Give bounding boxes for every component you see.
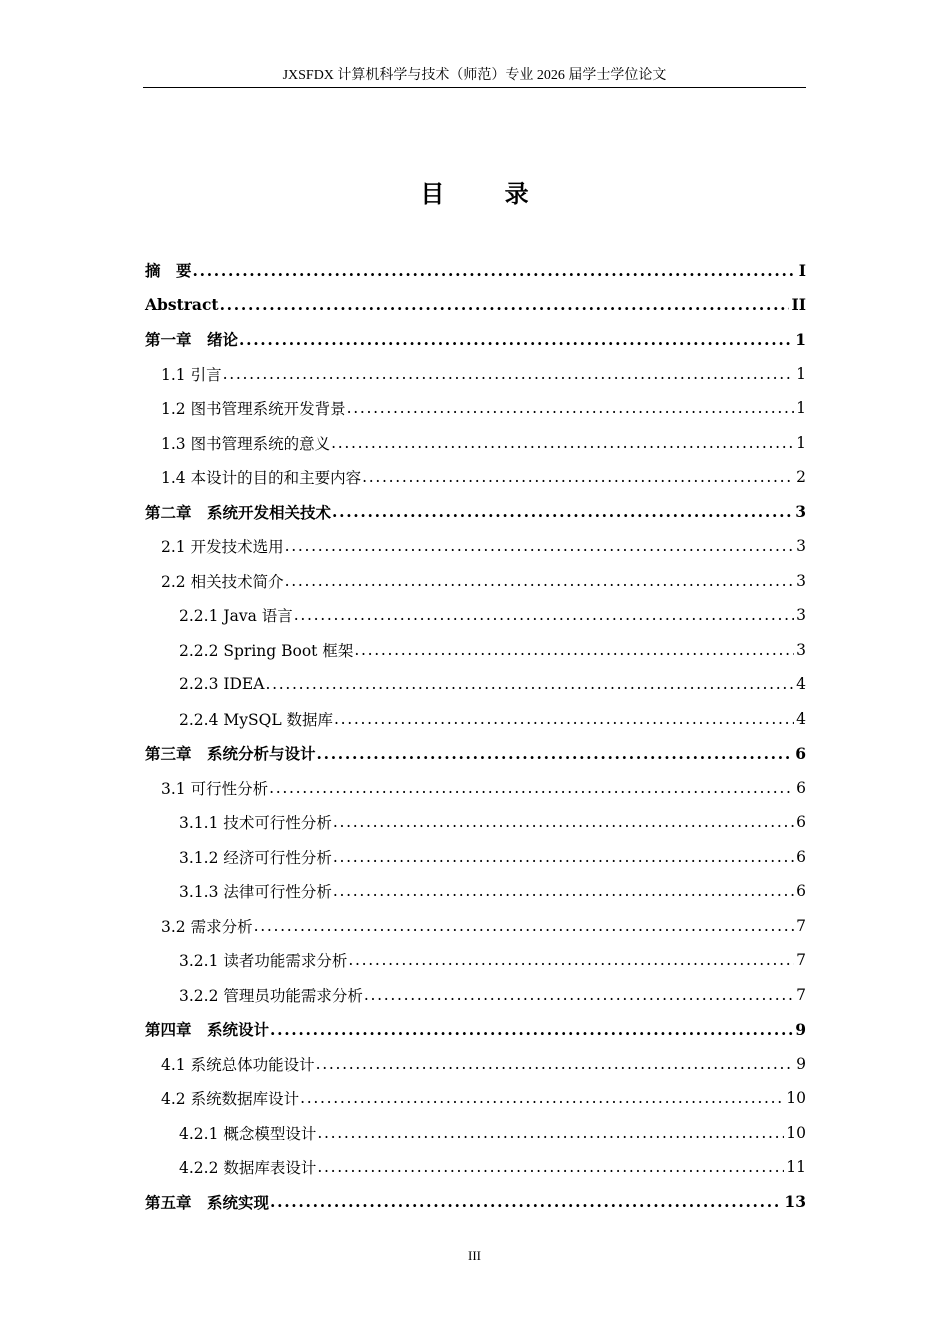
toc-dot-leader: [270, 1020, 793, 1039]
toc-entry-page: 1: [796, 433, 806, 452]
toc-entry-label: 3.2.1 读者功能需求分析: [179, 952, 348, 971]
toc-dot-leader: [347, 399, 795, 417]
toc-dot-leader: [348, 951, 794, 969]
toc-entry[interactable]: [143, 529, 806, 564]
toc-entry[interactable]: [143, 391, 806, 426]
toc-entry-label: 2.1 开发技术选用: [161, 538, 284, 557]
toc-entry-page: 6: [795, 743, 806, 763]
toc-entry-page: 7: [796, 951, 806, 970]
toc-entry[interactable]: [143, 460, 806, 495]
toc-entry-page: 10: [786, 1123, 806, 1142]
toc-entry-page: 1: [795, 329, 806, 349]
toc-entry-page: 4: [796, 709, 806, 728]
toc-entry-page: 3: [796, 537, 806, 556]
toc-title: 目 录: [420, 180, 555, 208]
toc-entry-page: 6: [796, 847, 806, 866]
toc-dot-leader: [294, 606, 794, 624]
toc-entry-label: 2.2.1 Java 语言: [179, 607, 293, 626]
toc-entry-label: 3.1.3 法律可行性分析: [179, 883, 332, 902]
toc-entry[interactable]: [143, 1012, 806, 1047]
toc-entry-label: 2.2 相关技术简介: [161, 572, 284, 591]
toc-entry[interactable]: [143, 1116, 806, 1151]
toc-entry-page: 9: [795, 1019, 806, 1039]
toc-entry[interactable]: [143, 874, 806, 909]
toc-entry-page: 9: [796, 1054, 806, 1073]
toc-entry-label: 2.2.2 Spring Boot 框架: [179, 641, 354, 660]
toc-entry[interactable]: [143, 495, 806, 530]
toc-entry-page: 6: [796, 882, 806, 901]
page-number: III: [468, 1248, 481, 1263]
toc-entry[interactable]: [143, 1185, 806, 1220]
toc-entry[interactable]: [143, 736, 806, 771]
toc-entry-page: 7: [796, 916, 806, 935]
toc-entry-page: 1: [796, 399, 806, 418]
toc-entry-label: 4.1 系统总体功能设计: [161, 1055, 315, 1074]
toc-dot-leader: [333, 848, 794, 866]
toc-entry-label: 4.2.1 概念模型设计: [179, 1124, 317, 1143]
toc-entry-page: 3: [796, 640, 806, 659]
toc-entry-label: 3.2.2 管理员功能需求分析: [179, 986, 363, 1005]
toc-entry-label: 第三章 系统分析与设计: [145, 744, 316, 764]
toc-entry[interactable]: [143, 909, 806, 944]
toc-entry-page: 3: [795, 502, 806, 522]
toc-entry-label: 3.1.2 经济可行性分析: [179, 848, 332, 867]
toc-entry-label: Abstract: [145, 295, 219, 315]
toc-entry-page: 3: [796, 571, 806, 590]
toc-entry[interactable]: [143, 288, 806, 323]
toc-entry[interactable]: [143, 1150, 806, 1185]
toc-entry-label: 摘 要: [145, 261, 192, 281]
toc-entry[interactable]: [143, 943, 806, 978]
toc-entry-page: 6: [796, 778, 806, 797]
toc-dot-leader: [334, 710, 794, 728]
toc-entry-page: 4: [796, 675, 806, 694]
toc-dot-leader: [300, 1089, 784, 1107]
toc-entry[interactable]: [143, 978, 806, 1013]
toc-entry[interactable]: [143, 805, 806, 840]
toc-entry[interactable]: [143, 426, 806, 461]
toc-entry-label: 2.2.3 IDEA: [179, 675, 265, 694]
toc-dot-leader: [331, 434, 794, 452]
toc-dot-leader: [333, 813, 794, 831]
toc-entry-page: 1: [796, 364, 806, 383]
toc-entry[interactable]: [143, 598, 806, 633]
toc-dot-leader: [220, 295, 790, 314]
toc-entry-label: 1.4 本设计的目的和主要内容: [161, 469, 362, 488]
toc-entry-label: 第五章 系统实现: [145, 1192, 270, 1212]
toc-dot-leader: [364, 986, 794, 1004]
toc-entry-page: I: [798, 260, 806, 280]
toc-entry[interactable]: [143, 1081, 806, 1116]
toc-entry[interactable]: [143, 253, 806, 288]
toc-dot-leader: [317, 744, 794, 763]
toc-entry[interactable]: [143, 357, 806, 392]
toc-entry-label: 第一章 绪论: [145, 330, 239, 350]
toc-dot-leader: [332, 502, 793, 521]
toc-entry[interactable]: [143, 771, 806, 806]
toc-entry[interactable]: [143, 633, 806, 668]
toc-entry-label: 1.2 图书管理系统开发背景: [161, 400, 346, 419]
toc-entry-label: 1.1 引言: [161, 365, 222, 384]
toc-entry-page: 7: [796, 985, 806, 1004]
toc-dot-leader: [269, 779, 794, 797]
toc-entry[interactable]: [143, 667, 806, 702]
toc-entry[interactable]: [143, 322, 806, 357]
toc-entry-page: 13: [784, 1192, 806, 1212]
toc-entry[interactable]: [143, 564, 806, 599]
toc-entry-label: 3.1 可行性分析: [161, 779, 269, 798]
toc-entry-label: 1.3 图书管理系统的意义: [161, 434, 331, 453]
toc-dot-leader: [354, 641, 794, 659]
toc-dot-leader: [265, 675, 794, 693]
toc-dot-leader: [317, 1124, 784, 1142]
toc-dot-leader: [316, 1055, 795, 1073]
toc-dot-leader: [223, 365, 795, 383]
toc-entry[interactable]: [143, 1047, 806, 1082]
toc-entry-label: 4.2.2 数据库表设计: [179, 1159, 317, 1178]
toc-dot-leader: [285, 572, 795, 590]
toc-dot-leader: [193, 261, 797, 280]
toc-entry-label: 第四章 系统设计: [145, 1020, 270, 1040]
toc-entry-page: 11: [786, 1158, 806, 1177]
header-rule: [143, 87, 806, 88]
toc-entry-page: II: [791, 295, 806, 315]
toc-dot-leader: [239, 330, 793, 349]
page-header: JXSFDX 计算机科学与技术（师范）专业 2026 届学士学位论文: [282, 68, 667, 83]
toc-dot-leader: [285, 537, 795, 555]
toc-dot-leader: [270, 1192, 782, 1211]
toc-entry-page: 3: [796, 606, 806, 625]
toc-entry[interactable]: [143, 840, 806, 875]
toc-entry[interactable]: [143, 702, 806, 737]
toc-entry-page: 10: [786, 1089, 806, 1108]
toc-entry-page: 2: [796, 468, 806, 487]
toc-dot-leader: [254, 917, 795, 935]
toc-entry-label: 2.2.4 MySQL 数据库: [179, 710, 334, 729]
toc-entry-page: 6: [796, 813, 806, 832]
toc-dot-leader: [333, 882, 794, 900]
table-of-contents: [143, 253, 806, 1219]
toc-entry-label: 第二章 系统开发相关技术: [145, 502, 332, 522]
toc-entry-label: 3.1.1 技术可行性分析: [179, 814, 332, 833]
toc-entry-label: 3.2 需求分析: [161, 917, 253, 936]
toc-entry-label: 4.2 系统数据库设计: [161, 1090, 300, 1109]
toc-dot-leader: [362, 468, 794, 486]
toc-dot-leader: [317, 1158, 784, 1176]
